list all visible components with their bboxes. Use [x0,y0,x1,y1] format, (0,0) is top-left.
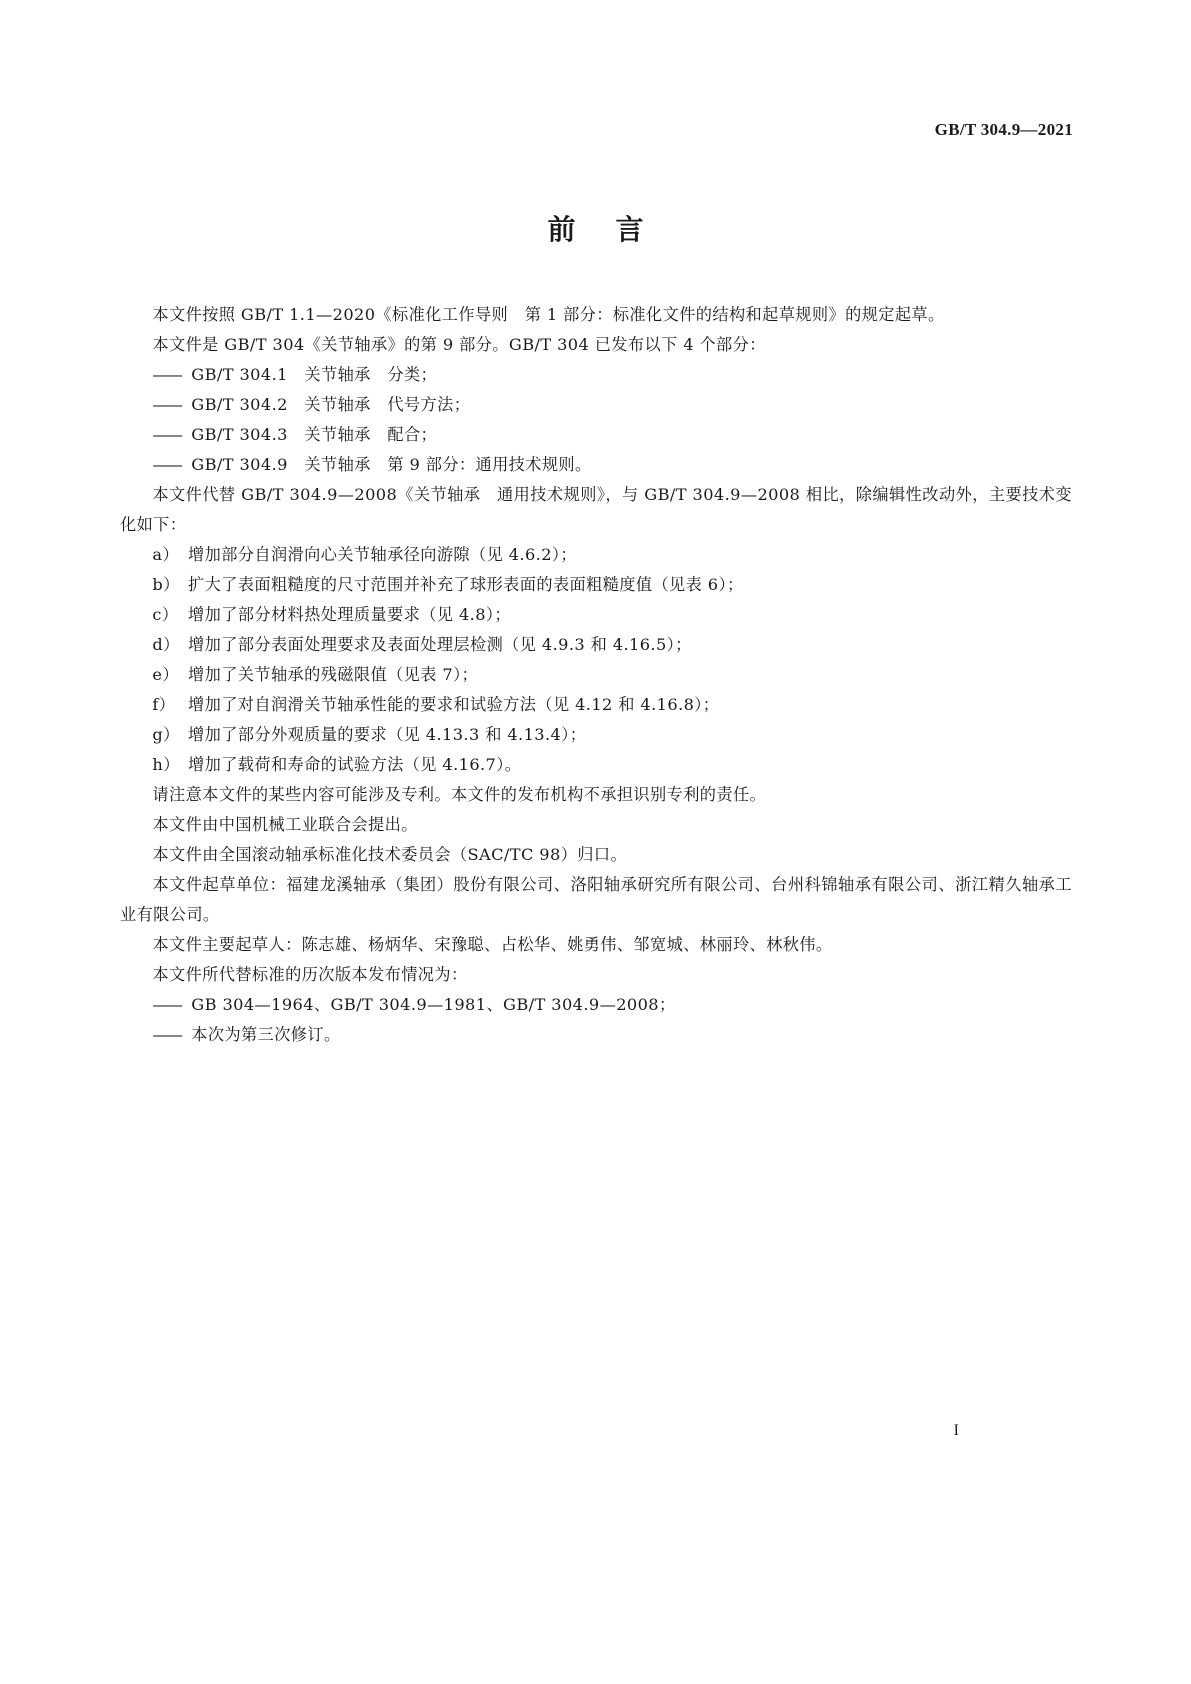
change-list-item [120,600,1072,630]
change-text: 增加了载荷和寿命的试验方法（见 4.16.7）。 [188,755,522,774]
change-text: 增加部分自润滑向心关节轴承径向游隙（见 4.6.2）； [188,545,577,564]
change-text: 增加了关节轴承的残磁限值（见表 7）； [188,665,479,684]
change-marker: c） [152,605,179,624]
part-list-text: GB/T 304.1 关节轴承 分类； [191,365,438,384]
change-text: 扩大了表面粗糙度的尺寸范围并补充了球形表面的表面粗糙度值（见表 6）； [188,575,744,594]
change-list-item [120,750,1072,780]
change-list-item [120,720,1072,750]
change-list-item [120,630,1072,660]
part-list-item [120,450,1072,480]
history-text: 本次为第三次修订。 [191,1025,341,1044]
paragraph-patent-notice: 请注意本文件的某些内容可能涉及专利。本文件的发布机构不承担识别专利的责任。 [152,785,767,804]
part-list-item [120,390,1072,420]
page-number: I [953,1422,959,1439]
paragraph-drafting-rules: 本文件按照 GB/T 1.1—2020《标准化工作导则 第 1 部分：标准化文件的结构和起草规则》的规定起草。 [152,305,945,324]
change-marker: a） [152,545,180,564]
change-list-item [120,570,1072,600]
change-marker: f） [152,695,176,714]
history-list-item [120,990,1072,1020]
change-text: 增加了部分外观质量的要求（见 4.13.3 和 4.13.4）； [188,725,587,744]
standard-number: GB/T 304.9—2021 [934,120,1073,139]
change-list-item [120,690,1072,720]
part-list-text: GB/T 304.3 关节轴承 配合； [191,425,438,444]
dash-marker: —— [152,1025,181,1044]
page-title: 前言 [547,213,684,246]
paragraph-replacement: 本文件代替 GB/T 304.9—2008《关节轴承 通用技术规则》，与 GB/T 304.9—2008 相比，除编辑性改动外，主要技术变化如下： [120,485,1072,534]
change-marker: g） [152,725,180,744]
dash-marker: —— [152,365,181,384]
dash-marker: —— [152,995,181,1014]
dash-marker: —— [152,395,181,414]
change-list-item [120,660,1072,690]
paragraph-history-intro: 本文件所代替标准的历次版本发布情况为： [152,965,468,984]
change-marker: h） [152,755,180,774]
part-list-text: GB/T 304.2 关节轴承 代号方法； [191,395,471,414]
change-marker: e） [152,665,179,684]
paragraph-series-intro: 本文件是 GB/T 304《关节轴承》的第 9 部分。GB/T 304 已发布以下 4 个部分： [152,335,766,354]
change-marker: d） [152,635,180,654]
paragraph-proposer: 本文件由中国机械工业联合会提出。 [152,815,418,834]
change-text: 增加了对自润滑关节轴承性能的要求和试验方法（见 4.12 和 4.16.8）； [188,695,720,714]
part-list-item [120,420,1072,450]
change-marker: b） [152,575,180,594]
part-list-item [120,360,1072,390]
paragraph-drafting-units: 本文件起草单位：福建龙溪轴承（集团）股份有限公司、洛阳轴承研究所有限公司、台州科锦轴承有限公司、浙江精久轴承工业有限公司。 [120,875,1072,924]
change-list-item [120,540,1072,570]
history-list-item [120,1020,1072,1050]
change-text: 增加了部分表面处理要求及表面处理层检测（见 4.9.3 和 4.16.5）； [188,635,692,654]
paragraph-drafters: 本文件主要起草人：陈志雄、杨炳华、宋豫聪、占松华、姚勇伟、邹宽城、林丽玲、林秋伟。 [152,935,833,954]
history-text: GB 304—1964、GB/T 304.9—1981、GB/T 304.9—2008； [191,995,676,1014]
dash-marker: —— [152,455,181,474]
dash-marker: —— [152,425,181,444]
part-list-text: GB/T 304.9 关节轴承 第 9 部分：通用技术规则。 [191,455,592,474]
change-text: 增加了部分材料热处理质量要求（见 4.8）； [188,605,511,624]
paragraph-committee: 本文件由全国滚动轴承标准化技术委员会（SAC/TC 98）归口。 [152,845,628,864]
foreword-body [120,300,1072,1050]
